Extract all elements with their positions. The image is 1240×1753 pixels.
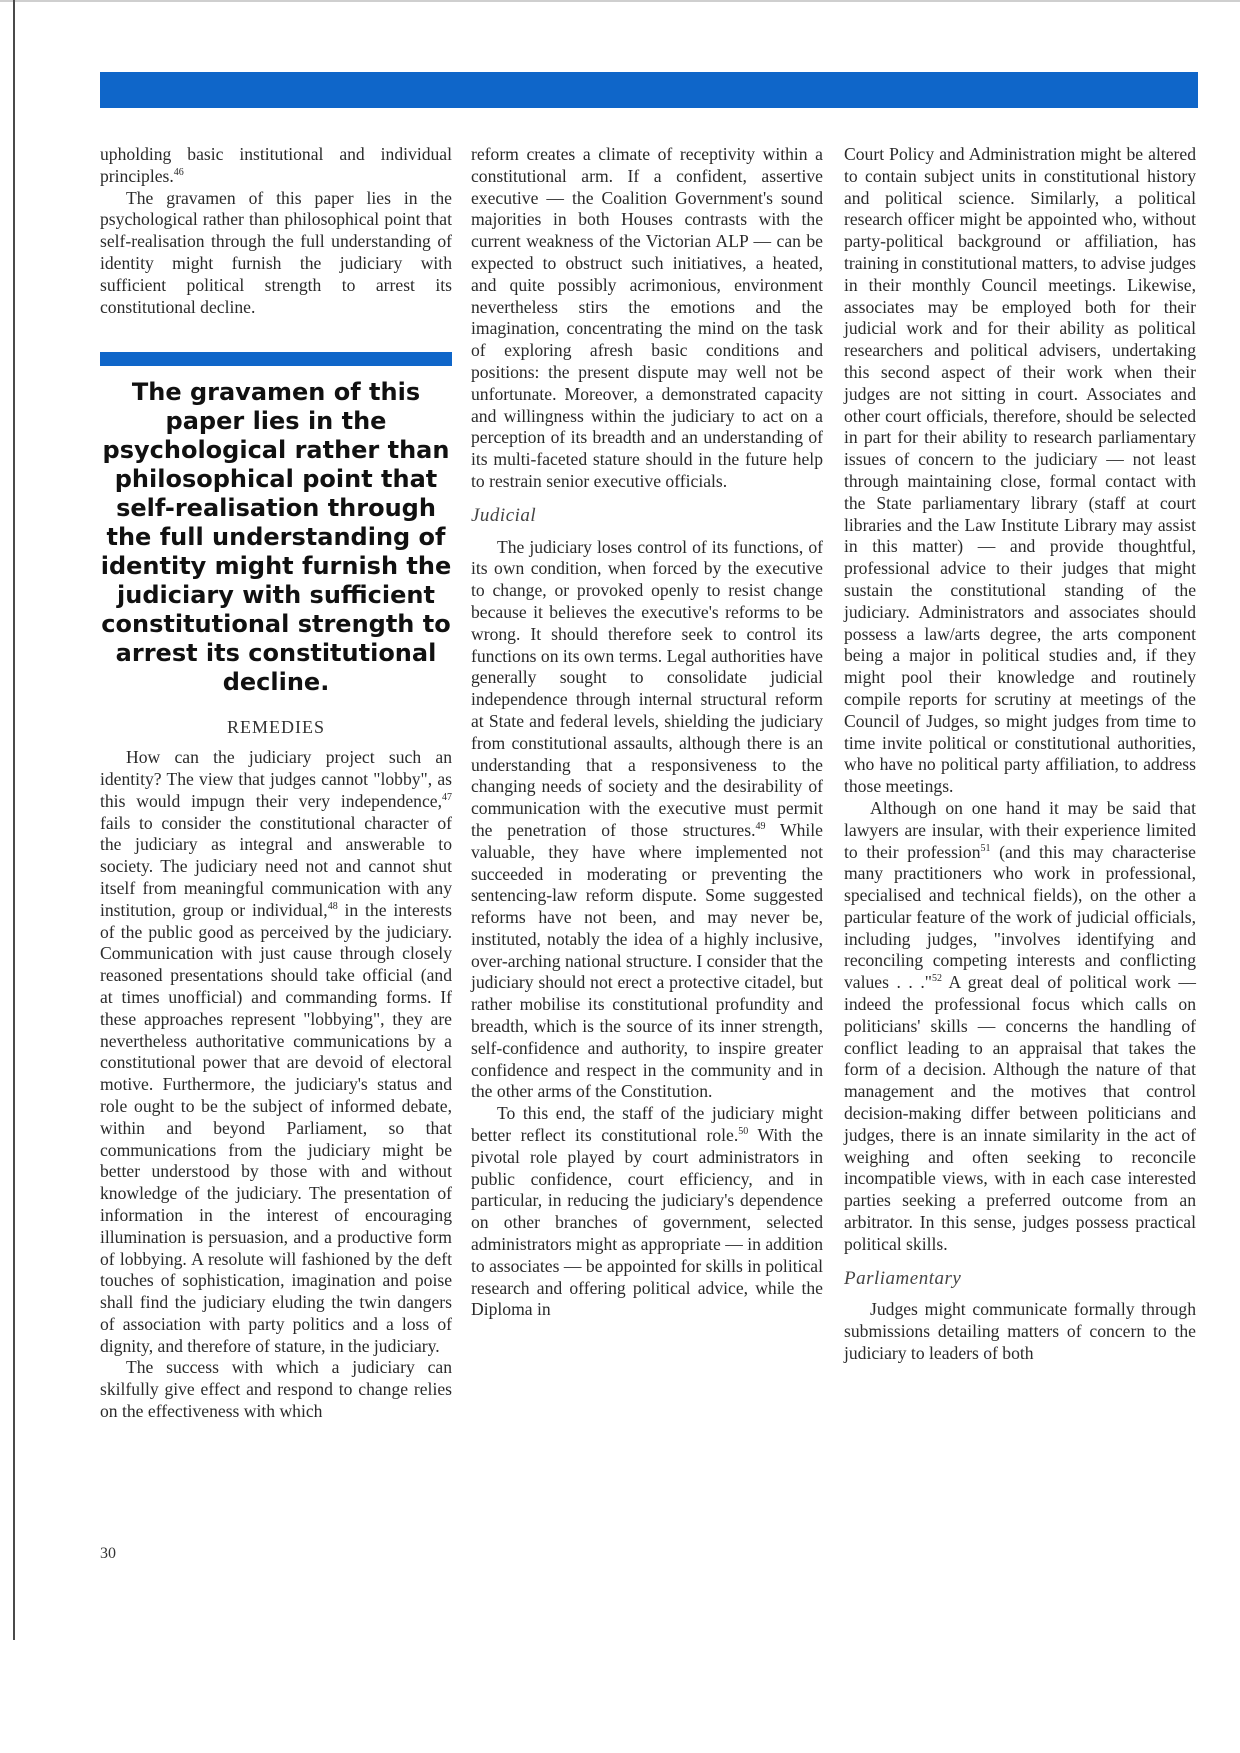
- pull-quote: The gravamen of this paper lies in the psychological rather than philosophical point that self-realisation through the full understanding of identity might furnish the judiciary with sufficient constitutional strength to arrest its constitutional decline.: [100, 378, 452, 697]
- binding-edge-rule: [13, 0, 15, 1640]
- pull-quote-bar: [100, 352, 452, 366]
- col1-paragraph-2: The gravamen of this paper lies in the psychological rather than philosophical point that self-realisation through the full understanding of identity might furnish the judiciary with sufficient political strength to arrest its constitutional decline.: [100, 187, 452, 317]
- subheading-judicial: Judicial: [471, 504, 537, 526]
- col2-paragraph-1: reform creates a climate of receptivity within a constitutional arm. If a confident, assertive executive — the Coalition Government's sound majorities in both Houses contrasts with the current weakness of the Victorian ALP — can be expected to obstruct such initiatives, a heated, and quite possibly acrimonious, environment nevertheless stirs the emotions and the imagination, concentrating the mind on the task of exploring afresh basic conditions and positions: the present dispute may well not be unfortunate. Moreover, a demonstrated capacity and willingness within the judiciary to act on a perception of its breadth and an understanding of its multi-faceted stature should in the future help to restrain senior executive officials.: [471, 144, 823, 491]
- col3-p2-c: A great deal of political work — indeed the professional focus which calls on politicians' skills — concerns the handling of conflict leading to an appraisal that takes the form of a decision. Although the nature of that management and the motives that control decision-making differ between politicians and judges, there is an innate similarity in the act of weighing and often seeking to reconcile incompatible views, with in each case interested parties seeking a preferred outcome from an arbitrator. In this sense, judges possess practical political skills.: [844, 972, 1196, 1254]
- header-band: [100, 72, 1198, 108]
- column-3: [844, 144, 1196, 1365]
- col1-paragraph-1: [100, 144, 452, 188]
- col3-p2-a: Although on one hand it may be said that lawyers are insular, with their experience limited to their profession: [844, 797, 1196, 862]
- col3-paragraph-3: Judges might communicate formally through submissions detailing matters of concern to the judiciary to leaders of both: [844, 1299, 1196, 1364]
- page-number: 30: [100, 1545, 116, 1562]
- col1-p3-a: How can the judiciary project such an identity? The view that judges cannot "lobby", as this would impugn their very independence,: [100, 747, 452, 811]
- col2-paragraph-3: [471, 1103, 823, 1321]
- col2-p3-a: To this end, the staff of the judiciary might better reflect its constitutional role.: [471, 1103, 823, 1146]
- footnote-ref-48: 48: [327, 900, 338, 912]
- subheading-parliamentary: Parliamentary: [844, 1267, 962, 1289]
- col1-p1-text: upholding basic institutional and individual principles.: [100, 144, 452, 186]
- col1-paragraph-3: [100, 747, 452, 1357]
- column-2: [471, 144, 823, 1321]
- top-edge-rule: [0, 0, 1240, 2]
- footnote-ref-50: 50: [738, 1126, 749, 1138]
- footnote-ref-51: 51: [980, 842, 991, 854]
- footnote-ref-47: 47: [442, 791, 452, 803]
- col2-p2-b: While valuable, they have where implemented not succeeded in moderating or preventing the sentencing-law reform dispute. Some suggested reforms have not been, and may never be, instituted, notably the idea of a highly inclusive, over-arching national structure. I consider that the judiciary should not erect a protective citadel, but rather mobilise its constitutional profundity and breadth, which is the source of its inner strength, self-confidence and authority, to inspire greater confidence and respect in the community and in the other arms of the Constitution.: [471, 819, 823, 1102]
- section-heading-remedies: REMEDIES: [227, 717, 325, 738]
- col2-p3-b: With the pivotal role played by court administrators in public confidence, court efficiency, and in particular, in reducing the judiciary's dependence on other branches of government, selected administrators might as appropriate — in addition to associates — be appointed for skills in political research and offering political advice, while the Diploma in: [471, 1125, 824, 1320]
- footnote-ref-49: 49: [755, 821, 766, 833]
- col1-p3-b: fails to consider the constitutional character of the judiciary as integral and answerable to society. The judiciary need not and cannot shut itself from meaningful communication with any institution, group or individual,: [100, 812, 452, 920]
- col3-p2-b: (and this may characterise many practitioners who work in professional, specialised and technical fields), on the other a particular feature of the work of judicial officials, including judges, "involves identifying and reconciling competing interests and conflicting values . . .": [844, 841, 1196, 993]
- col1-paragraph-4: The success with which a judiciary can skilfully give effect and respond to change relies on the effectiveness with which: [100, 1357, 452, 1422]
- col3-paragraph-2: [844, 798, 1196, 1256]
- column-1: [100, 144, 452, 1423]
- col3-paragraph-1: Court Policy and Administration might be altered to contain subject units in constitutional history and political science. Similarly, a political research officer might be appointed who, without party-political background or affiliation, has training in constitutional matters, to advise judges in their monthly Council meetings. Likewise, associates may be employed both for their judicial work and for their ability as political researchers and political advisers, undertaking this second aspect of their work when their judges are not sitting in court. Associates and other court officials, therefore, should be selected in part for their ability to research parliamentary issues of concern to the judiciary — not least through maintaining close, formal contact with the State parliamentary library (staff at court libraries and the Law Institute Library may assist in this matter) — and provide thoughtful, professional advice to their judges that might sustain the constitutional standing of the judiciary. Administrators and associates should possess a law/arts degree, the arts component being a major in political studies and, if they might pool their knowledge and routinely compile reports for scrutiny at meetings of the Council of Judges, so might judges from time to time invite political or constitutional authorities, who have no political party affiliation, to address those meetings.: [844, 144, 1196, 797]
- col2-paragraph-2: [471, 537, 823, 1104]
- footnote-ref-52: 52: [931, 973, 942, 985]
- col1-p3-c: in the interests of the public good as perceived by the judiciary. Communication with just cause through closely reasoned presentations should take official (and at times unofficial) and commanding forms. If these approaches represent "lobbying", they are nevertheless authoritative communications by a constitutional power that are devoid of electoral motive. Furthermore, the judiciary's status and role ought to be the subject of informed debate, within and beyond Parliament, so that communications from the judiciary might be better understood by those with and without knowledge of the judiciary. The presentation of information in the interest of encouraging illumination is persuasion, and a productive form of lobbying. A resolute will fashioned by the deft touches of sophistication, imagination and poise shall find the judiciary eluding the twin dangers of association with party politics and a loss of dignity, and therefore of stature, in the judiciary.: [100, 899, 452, 1356]
- footnote-ref-46: 46: [173, 166, 184, 178]
- col2-p2-a: The judiciary loses control of its functions, of its own condition, when forced by the executive to change, or provoked openly to resist change because it believes the executive's reforms to be wrong. It should therefore seek to control its functions on its own terms. Legal authorities have generally sought to consolidate judicial independence through internal structural reform at State and federal levels, shielding the judiciary from constitutional assaults, although there is an understanding that a responsiveness to the changing needs of society and the desirability of communication with the executive must permit the penetration of those structures.: [471, 536, 823, 840]
